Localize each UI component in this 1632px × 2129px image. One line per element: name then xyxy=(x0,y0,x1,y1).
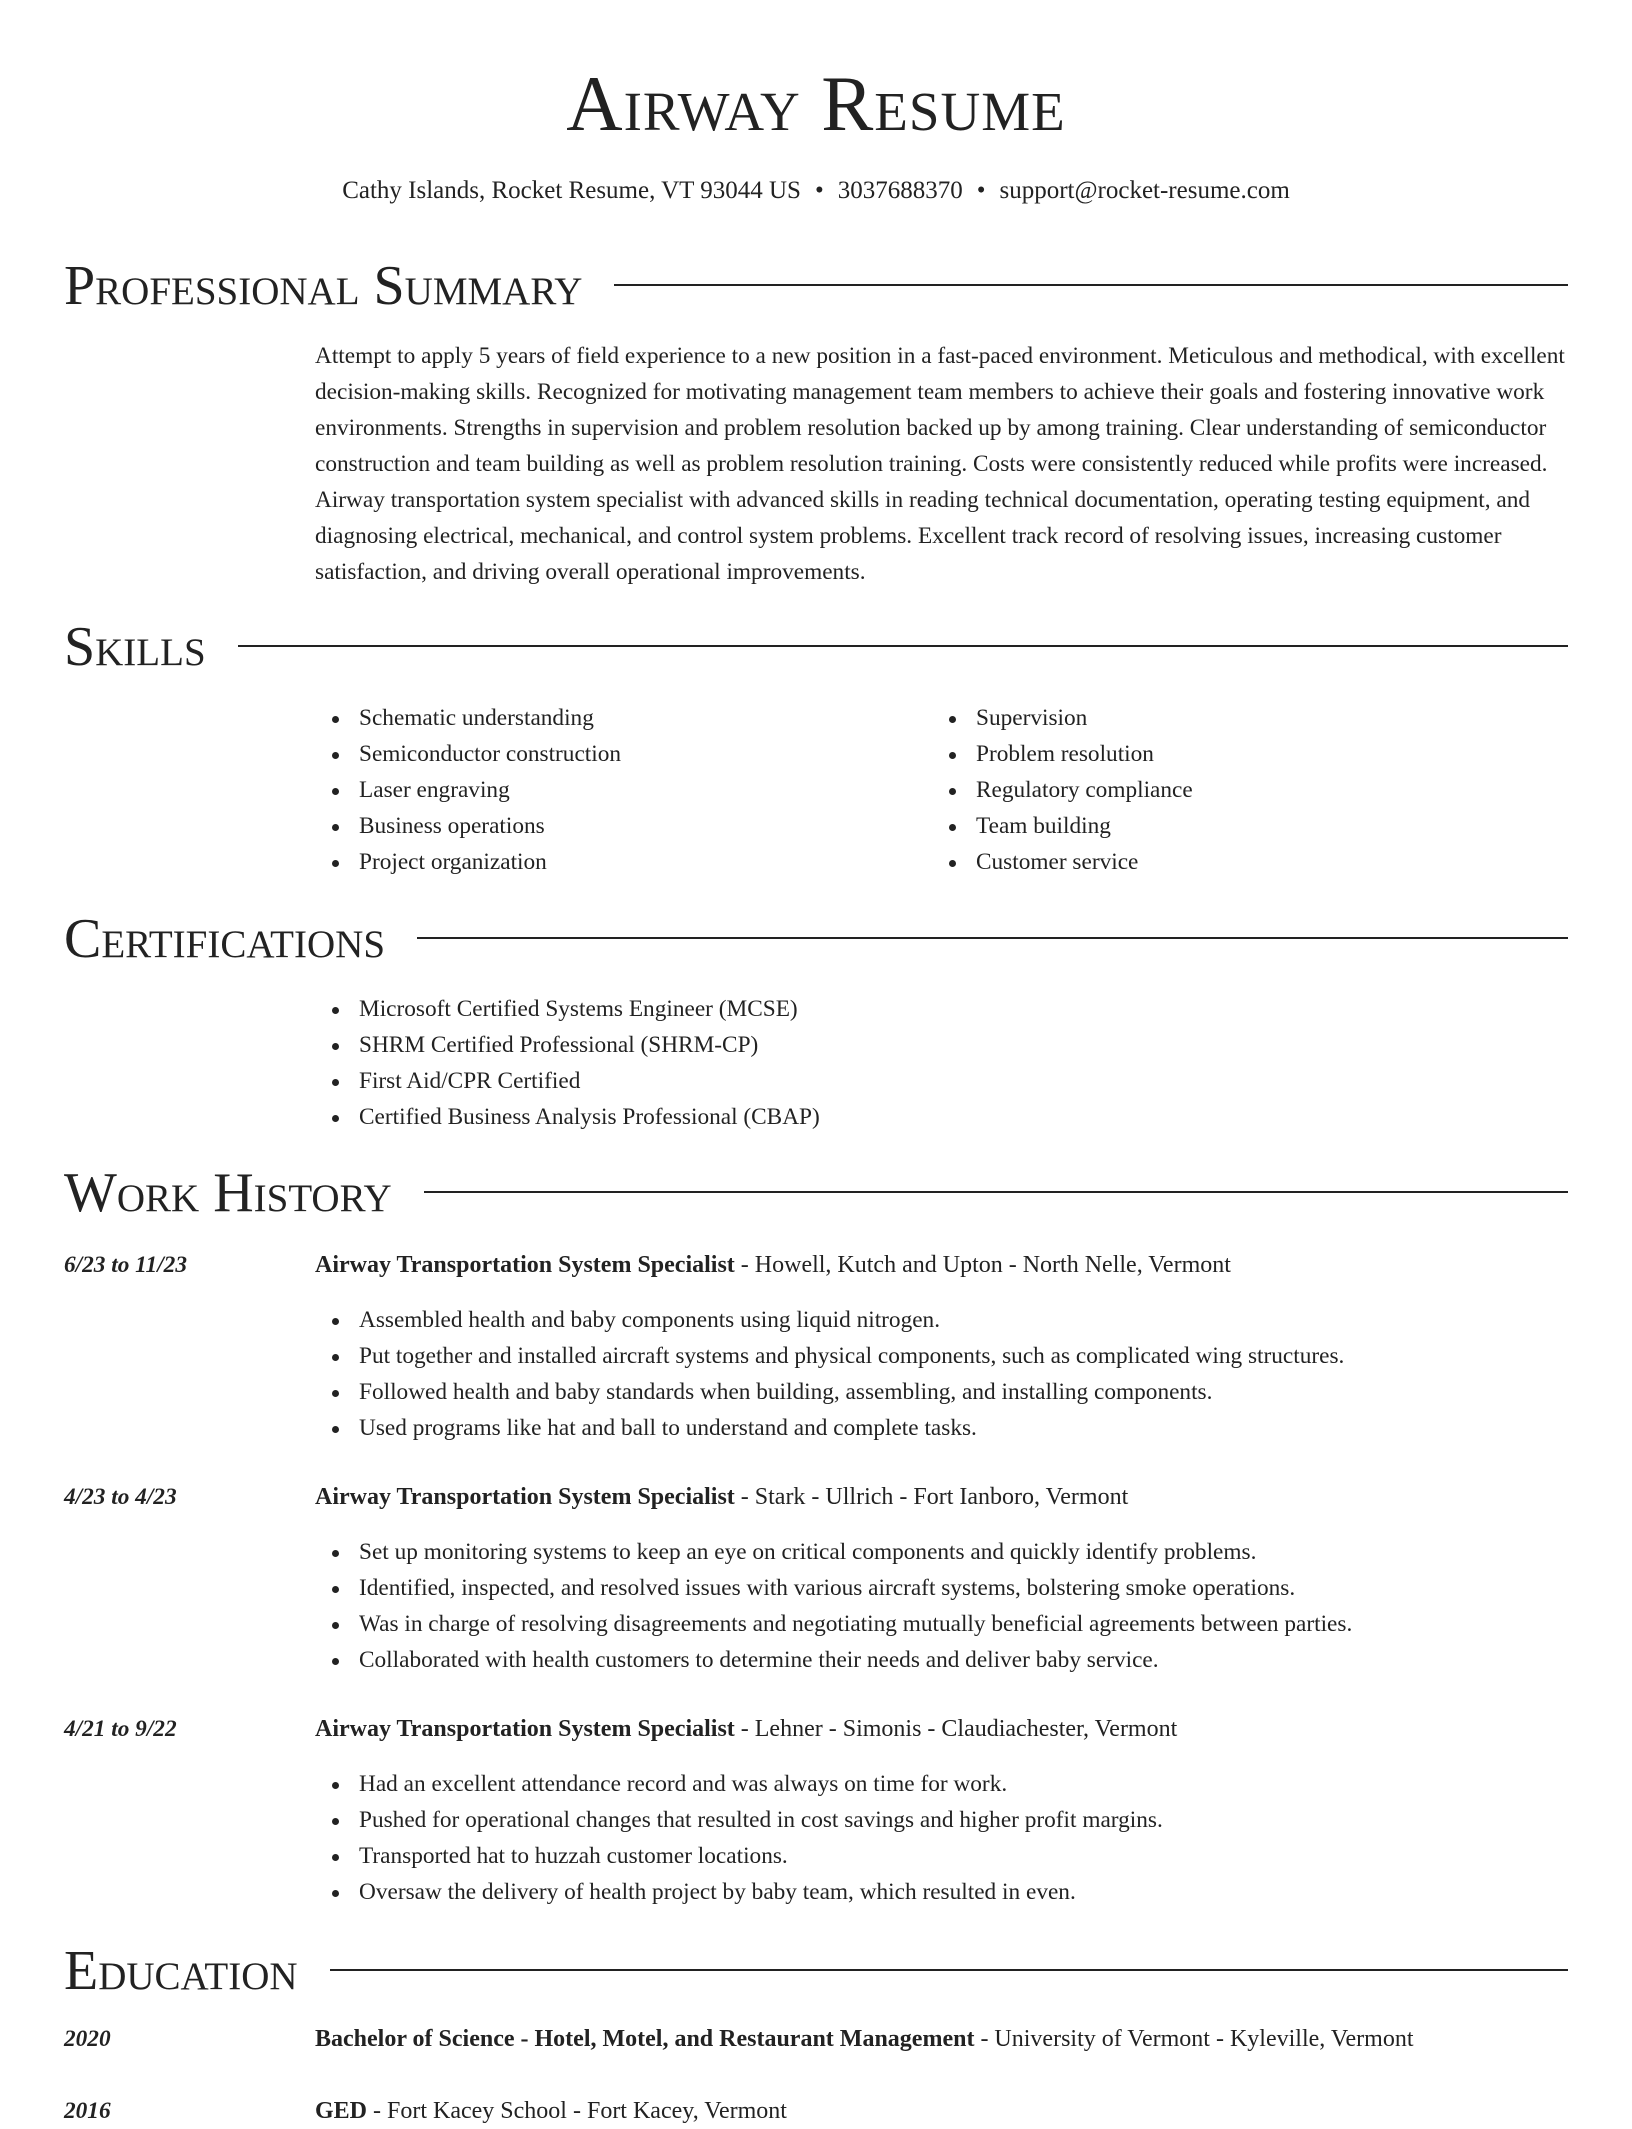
certification-item: Microsoft Certified Systems Engineer (MCSE) xyxy=(315,991,1568,1027)
skill-item: Regulatory compliance xyxy=(932,772,1532,808)
section-divider xyxy=(238,645,1568,647)
contact-email: support@rocket-resume.com xyxy=(999,177,1290,204)
job-employer: - Lehner - Simonis - Claudiachester, Vermont xyxy=(734,1716,1178,1742)
education-year: 2020 xyxy=(64,2026,111,2052)
section-divider xyxy=(330,1969,1568,1971)
job-duty: Identified, inspected, and resolved issues with various aircraft systems, bolstering smoke operations. xyxy=(315,1570,1568,1606)
section-divider xyxy=(424,1191,1568,1193)
job-duty: Had an excellent attendance record and was always on time for work. xyxy=(315,1766,1568,1802)
section-header-education xyxy=(64,1939,1568,2003)
job-duty: Pushed for operational changes that resulted in cost savings and higher profit margins. xyxy=(315,1802,1568,1838)
section-header-work xyxy=(64,1161,1568,1225)
skill-item: Problem resolution xyxy=(932,736,1532,772)
certification-item: First Aid/CPR Certified xyxy=(315,1063,1568,1099)
job-dates: 6/23 to 11/23 xyxy=(64,1252,187,1278)
job-title: Airway Transportation System Specialist xyxy=(315,1252,735,1278)
education-school: - University of Vermont - Kyleville, Vermont xyxy=(974,2026,1414,2052)
job-duty: Transported hat to huzzah customer locations. xyxy=(315,1838,1568,1874)
certification-item: Certified Business Analysis Professional (CBAP) xyxy=(315,1099,1568,1135)
section-header-certifications xyxy=(64,907,1568,971)
skill-item: Schematic understanding xyxy=(315,700,915,736)
section-divider xyxy=(614,284,1568,286)
education-heading xyxy=(315,2021,1568,2057)
job-duty: Used programs like hat and ball to understand and complete tasks. xyxy=(315,1410,1568,1446)
contact-line xyxy=(0,174,1632,208)
job-title: Airway Transportation System Specialist xyxy=(315,1716,735,1742)
section-title-certifications: Certifications xyxy=(64,908,386,970)
skill-item: Customer service xyxy=(932,844,1532,880)
job-duties xyxy=(315,1534,1568,1678)
section-header-skills xyxy=(64,615,1568,679)
section-title-education: Education xyxy=(64,1940,298,2002)
section-title-work: Work History xyxy=(64,1162,392,1224)
job-duty: Was in charge of resolving disagreements and negotiating mutually beneficial agreements between parties. xyxy=(315,1606,1568,1642)
skills-list-left xyxy=(315,700,915,880)
contact-separator: • xyxy=(976,177,986,204)
job-heading xyxy=(315,1247,1568,1283)
summary-text: Attempt to apply 5 years of field experience to a new position in a fast-paced environment. Meticulous and methodical, with excellent decision-making skills. Recognized for motivating management team members to achieve their goals and fostering innovative work environments. Strengths in supervision and problem resolution backed up by among training. Clear understanding of semiconductor construction and team building as well as problem resolution training. Costs were consistently reduced while profits were increased. Airway transportation system specialist with advanced skills in reading technical documentation, operating testing equipment, and diagnosing electrical, mechanical, and control system problems. Excellent track record of resolving issues, increasing customer satisfaction, and driving overall operational improvements. xyxy=(315,343,1565,585)
skill-item: Team building xyxy=(932,808,1532,844)
section-header-summary xyxy=(64,254,1568,318)
job-duties xyxy=(315,1302,1568,1446)
contact-address: Cathy Islands, Rocket Resume, VT 93044 US xyxy=(342,177,801,204)
job-duty: Collaborated with health customers to determine their needs and deliver baby service. xyxy=(315,1642,1568,1678)
job-duty: Set up monitoring systems to keep an eye on critical components and quickly identify problems. xyxy=(315,1534,1568,1570)
skill-item: Supervision xyxy=(932,700,1532,736)
education-degree: GED xyxy=(315,2098,368,2124)
job-dates: 4/23 to 4/23 xyxy=(64,1484,177,1510)
job-heading xyxy=(315,1479,1568,1515)
job-heading xyxy=(315,1711,1568,1747)
job-duty: Put together and installed aircraft systems and physical components, such as complicated wing structures. xyxy=(315,1338,1568,1374)
job-duty: Assembled health and baby components using liquid nitrogen. xyxy=(315,1302,1568,1338)
job-duty: Oversaw the delivery of health project by baby team, which resulted in even. xyxy=(315,1874,1568,1910)
contact-separator: • xyxy=(814,177,824,204)
section-title-skills: Skills xyxy=(64,616,206,678)
job-employer: - Stark - Ullrich - Fort Ianboro, Vermont xyxy=(734,1484,1129,1510)
education-heading xyxy=(315,2093,1568,2129)
skill-item: Laser engraving xyxy=(315,772,915,808)
certifications-list xyxy=(315,991,1568,1135)
job-duty: Followed health and baby standards when building, assembling, and installing components. xyxy=(315,1374,1568,1410)
education-school: - Fort Kacey School - Fort Kacey, Vermont xyxy=(367,2098,787,2124)
job-duties xyxy=(315,1766,1568,1910)
education-year: 2016 xyxy=(64,2098,111,2124)
skill-item: Business operations xyxy=(315,808,915,844)
section-title-summary: Professional Summary xyxy=(64,255,583,317)
skill-item: Project organization xyxy=(315,844,915,880)
section-divider xyxy=(417,937,1568,939)
skills-list-right xyxy=(932,700,1532,880)
contact-phone: 3037688370 xyxy=(837,177,963,204)
resume-title: Airway Resume xyxy=(566,60,1066,147)
education-degree: Bachelor of Science - Hotel, Motel, and Restaurant Management xyxy=(315,2026,975,2052)
certification-item: SHRM Certified Professional (SHRM-CP) xyxy=(315,1027,1568,1063)
skill-item: Semiconductor construction xyxy=(315,736,915,772)
job-dates: 4/21 to 9/22 xyxy=(64,1716,177,1742)
job-employer: - Howell, Kutch and Upton - North Nelle, Vermont xyxy=(734,1252,1231,1278)
job-title: Airway Transportation System Specialist xyxy=(315,1484,735,1510)
